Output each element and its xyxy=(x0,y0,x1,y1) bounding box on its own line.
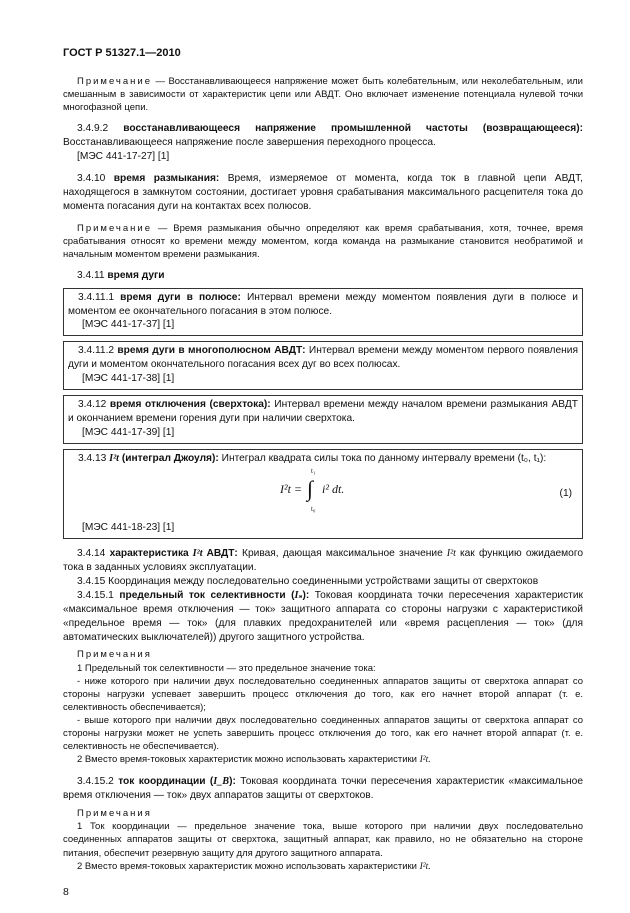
equation-number: (1) xyxy=(559,488,572,500)
clause-term-suffix: АВДТ: xyxy=(206,548,238,560)
note-item xyxy=(63,753,583,767)
document-header: ГОСТ Р 51327.1—2010 xyxy=(63,47,181,59)
clause-reference: [МЭС 441-17-39] [1] xyxy=(82,426,175,438)
note-text: 2 Вместо время-токовых характеристик можно использовать характеристики xyxy=(77,754,420,766)
clause-3-4-15-1 xyxy=(63,589,583,645)
clause-term: время дуги xyxy=(107,269,165,281)
clause-term-symbol: I_B xyxy=(213,776,230,788)
note-symbol: I²t. xyxy=(419,861,431,872)
page-number: 8 xyxy=(63,886,69,898)
boxed-clause-3-4-12 xyxy=(63,395,583,444)
clause-term-end: ): xyxy=(229,776,236,788)
note-item: 1 Предельный ток селективности — это предельное значение тока: xyxy=(77,662,376,674)
note-label: Примечание xyxy=(77,222,152,234)
boxed-clause-3-4-13 xyxy=(63,449,583,540)
formula-rhs: i² dt. xyxy=(322,482,345,497)
clause-3-4-14 xyxy=(63,547,583,575)
boxed-clause-3-4-11-2 xyxy=(63,341,583,390)
note-label: Примечание xyxy=(77,75,152,87)
clause-term-symbol: I²t xyxy=(109,452,120,464)
clause-term: время дуги в полюсе: xyxy=(120,291,241,303)
clause-text: Интеграл квадрата силы тока по данному интервалу времени (t₀, t₁): xyxy=(218,452,547,464)
clause-number: 3.4.15.1 xyxy=(77,589,120,601)
clause-text: Интервал времени между моментом появления дуги в полюсе и моментом ее окончательного погасания в этом полюсе. xyxy=(68,291,578,317)
clause-reference: [МЭС 441-17-38] [1] xyxy=(82,373,175,385)
clause-text: Восстанавливающееся напряжение после завершения переходного процесса. xyxy=(63,137,436,149)
document-page xyxy=(63,46,583,874)
clause-text: Токовая координата точки пересечения характеристик «максимальное время отключения — ток» защитного аппарата со стороны нагрузки с характеристикой «предельное время — ток» (для плавких предохранителей или «время расцепления — ток» (для автоматических выключателей)) другого защитного устройства. xyxy=(63,589,583,643)
clause-term: восстанавливающееся напряжение промышленной частоты (возвращающееся): xyxy=(123,123,583,135)
clause-number: 3.4.10 xyxy=(77,172,114,184)
boxed-clause-3-4-11-1 xyxy=(63,288,583,337)
notes-label: Примечания xyxy=(77,808,152,820)
note-item: - выше которого при наличии двух последовательно соединенных аппаратов защиты от сверхтока аппарат со стороны нагрузки может не успеть завершить процесс отключения до того, как его начнет второй аппарат (т. е. селективность не обеспечивается). xyxy=(63,715,583,753)
note-symbol: I²t. xyxy=(419,755,431,766)
clause-term-symbol: Iₛ xyxy=(294,589,303,601)
clause-number: 3.4.9.2 xyxy=(77,123,124,135)
clause-text: Интервал времени между моментом первого появления дуги и моментом окончательного погасания всех дуг во всех полюсах. xyxy=(68,345,578,371)
note-item xyxy=(63,860,583,874)
clause-term-end: ): xyxy=(302,589,310,601)
clause-term: время дуги в многополюсном АВДТ: xyxy=(117,345,306,357)
formula-lhs: I²t = xyxy=(280,482,303,497)
clause-term: время размыкания: xyxy=(113,172,220,184)
clause-3-4-9-2 xyxy=(63,122,583,150)
formula-row xyxy=(68,469,578,521)
clause-number: 3.4.13 xyxy=(78,452,110,464)
clause-text: Время, измеряемое от момента, когда ток в главной цепи АВДТ, находящегося в замкнутом состоянии, достигает уровня срабатывания максимального расцепителя тока до момента погасания дуги на контактах всех полюсов. xyxy=(63,172,583,212)
note-text: 2 Вместо время-токовых характеристик можно использовать характеристики xyxy=(77,860,420,872)
integral-lower-limit: t₀ xyxy=(311,505,316,514)
integral-glyph: ∫ xyxy=(307,476,314,502)
clause-reference: [МЭС 441-17-27] [1] xyxy=(77,151,170,163)
note-intro xyxy=(63,75,583,114)
clause-text-symbol: I²t xyxy=(442,548,460,560)
clause-3-4-11-1 xyxy=(68,291,578,319)
clause-3-4-12 xyxy=(68,398,578,426)
integral-upper-limit: t₁ xyxy=(311,467,316,476)
clause-term: (интеграл Джоуля): xyxy=(119,452,219,464)
clause-term: характеристика xyxy=(109,548,189,560)
clause-term: время отключения (сверхтока): xyxy=(109,398,271,410)
clause-number: 3.4.11.2 xyxy=(78,345,118,357)
clause-text: Токовая координата точки пересечения характеристик «максимальное время отключения — ток» двух аппаратов защиты от сверхтоков. xyxy=(63,776,584,802)
note-item: 1 Ток координации — предельное значение тока, выше которого при наличии двух последовательно соединенных аппаратов защиты от сверхтока, защитный аппарат, как правило, но не обязательно на стороне питания, обеспечит резервную защиту для другого защитного аппарата. xyxy=(63,821,583,859)
clause-term: ток координации ( xyxy=(118,776,214,788)
note-text: — Время размыкания обычно определяют как время срабатывания, хотя, точнее, время срабатывания относят ко времени между моментом, когда команда на размыкание становится необратимой и начальным моментом времени размыкания. xyxy=(63,222,583,260)
clause-term: предельный ток селективности ( xyxy=(119,589,295,601)
notes-label: Примечания xyxy=(77,649,152,661)
clause-reference: [МЭС 441-18-23] [1] xyxy=(82,522,175,534)
clause-number: 3.4.12 xyxy=(78,398,110,410)
note-text: — Восстанавливающееся напряжение может быть колебательным, или неколебательным, или смешанным в зависимости от характеристик цепи или АВДТ. Оно включает изменение потенциала нулевой точки многофазной цепи. xyxy=(63,75,583,114)
clause-text-end: как функцию ожидаемого тока в заданных условиях эксплуатации. xyxy=(63,548,583,574)
integral-sign xyxy=(305,467,319,514)
note-item: - ниже которого при наличии двух последовательно соединенных аппаратов защиты от сверхтока аппарат со стороны нагрузки успевает завершить процесс отключения до того, как его начнет второй аппарат (т. е. селективность обеспечивается); xyxy=(63,675,583,713)
clause-3-4-13 xyxy=(68,452,578,466)
clause-3-4-11 xyxy=(63,269,583,283)
clause-3-4-11-2 xyxy=(68,344,578,372)
clause-text: Кривая, дающая максимальное значение xyxy=(237,548,443,560)
note-3-4-10 xyxy=(63,222,583,261)
clause-number: 3.4.14 xyxy=(77,548,110,560)
clause-reference: [МЭС 441-17-37] [1] xyxy=(82,319,175,331)
joule-integral-formula xyxy=(280,467,345,514)
clause-term-symbol: I²t xyxy=(188,548,207,560)
clause-number: 3.4.15.2 xyxy=(77,776,119,788)
clause-text: Интервал времени между началом времени размыкания АВДТ и окончанием времени горения дуги при наличии сверхтока. xyxy=(68,398,578,424)
clause-number: 3.4.11.1 xyxy=(78,291,121,303)
clause-3-4-15-2 xyxy=(63,775,583,803)
clause-3-4-15: 3.4.15 Координация между последовательно соединенными устройствами защиты от сверхтоков xyxy=(77,576,539,588)
clause-3-4-10 xyxy=(63,172,583,214)
clause-number: 3.4.11 xyxy=(77,269,108,281)
